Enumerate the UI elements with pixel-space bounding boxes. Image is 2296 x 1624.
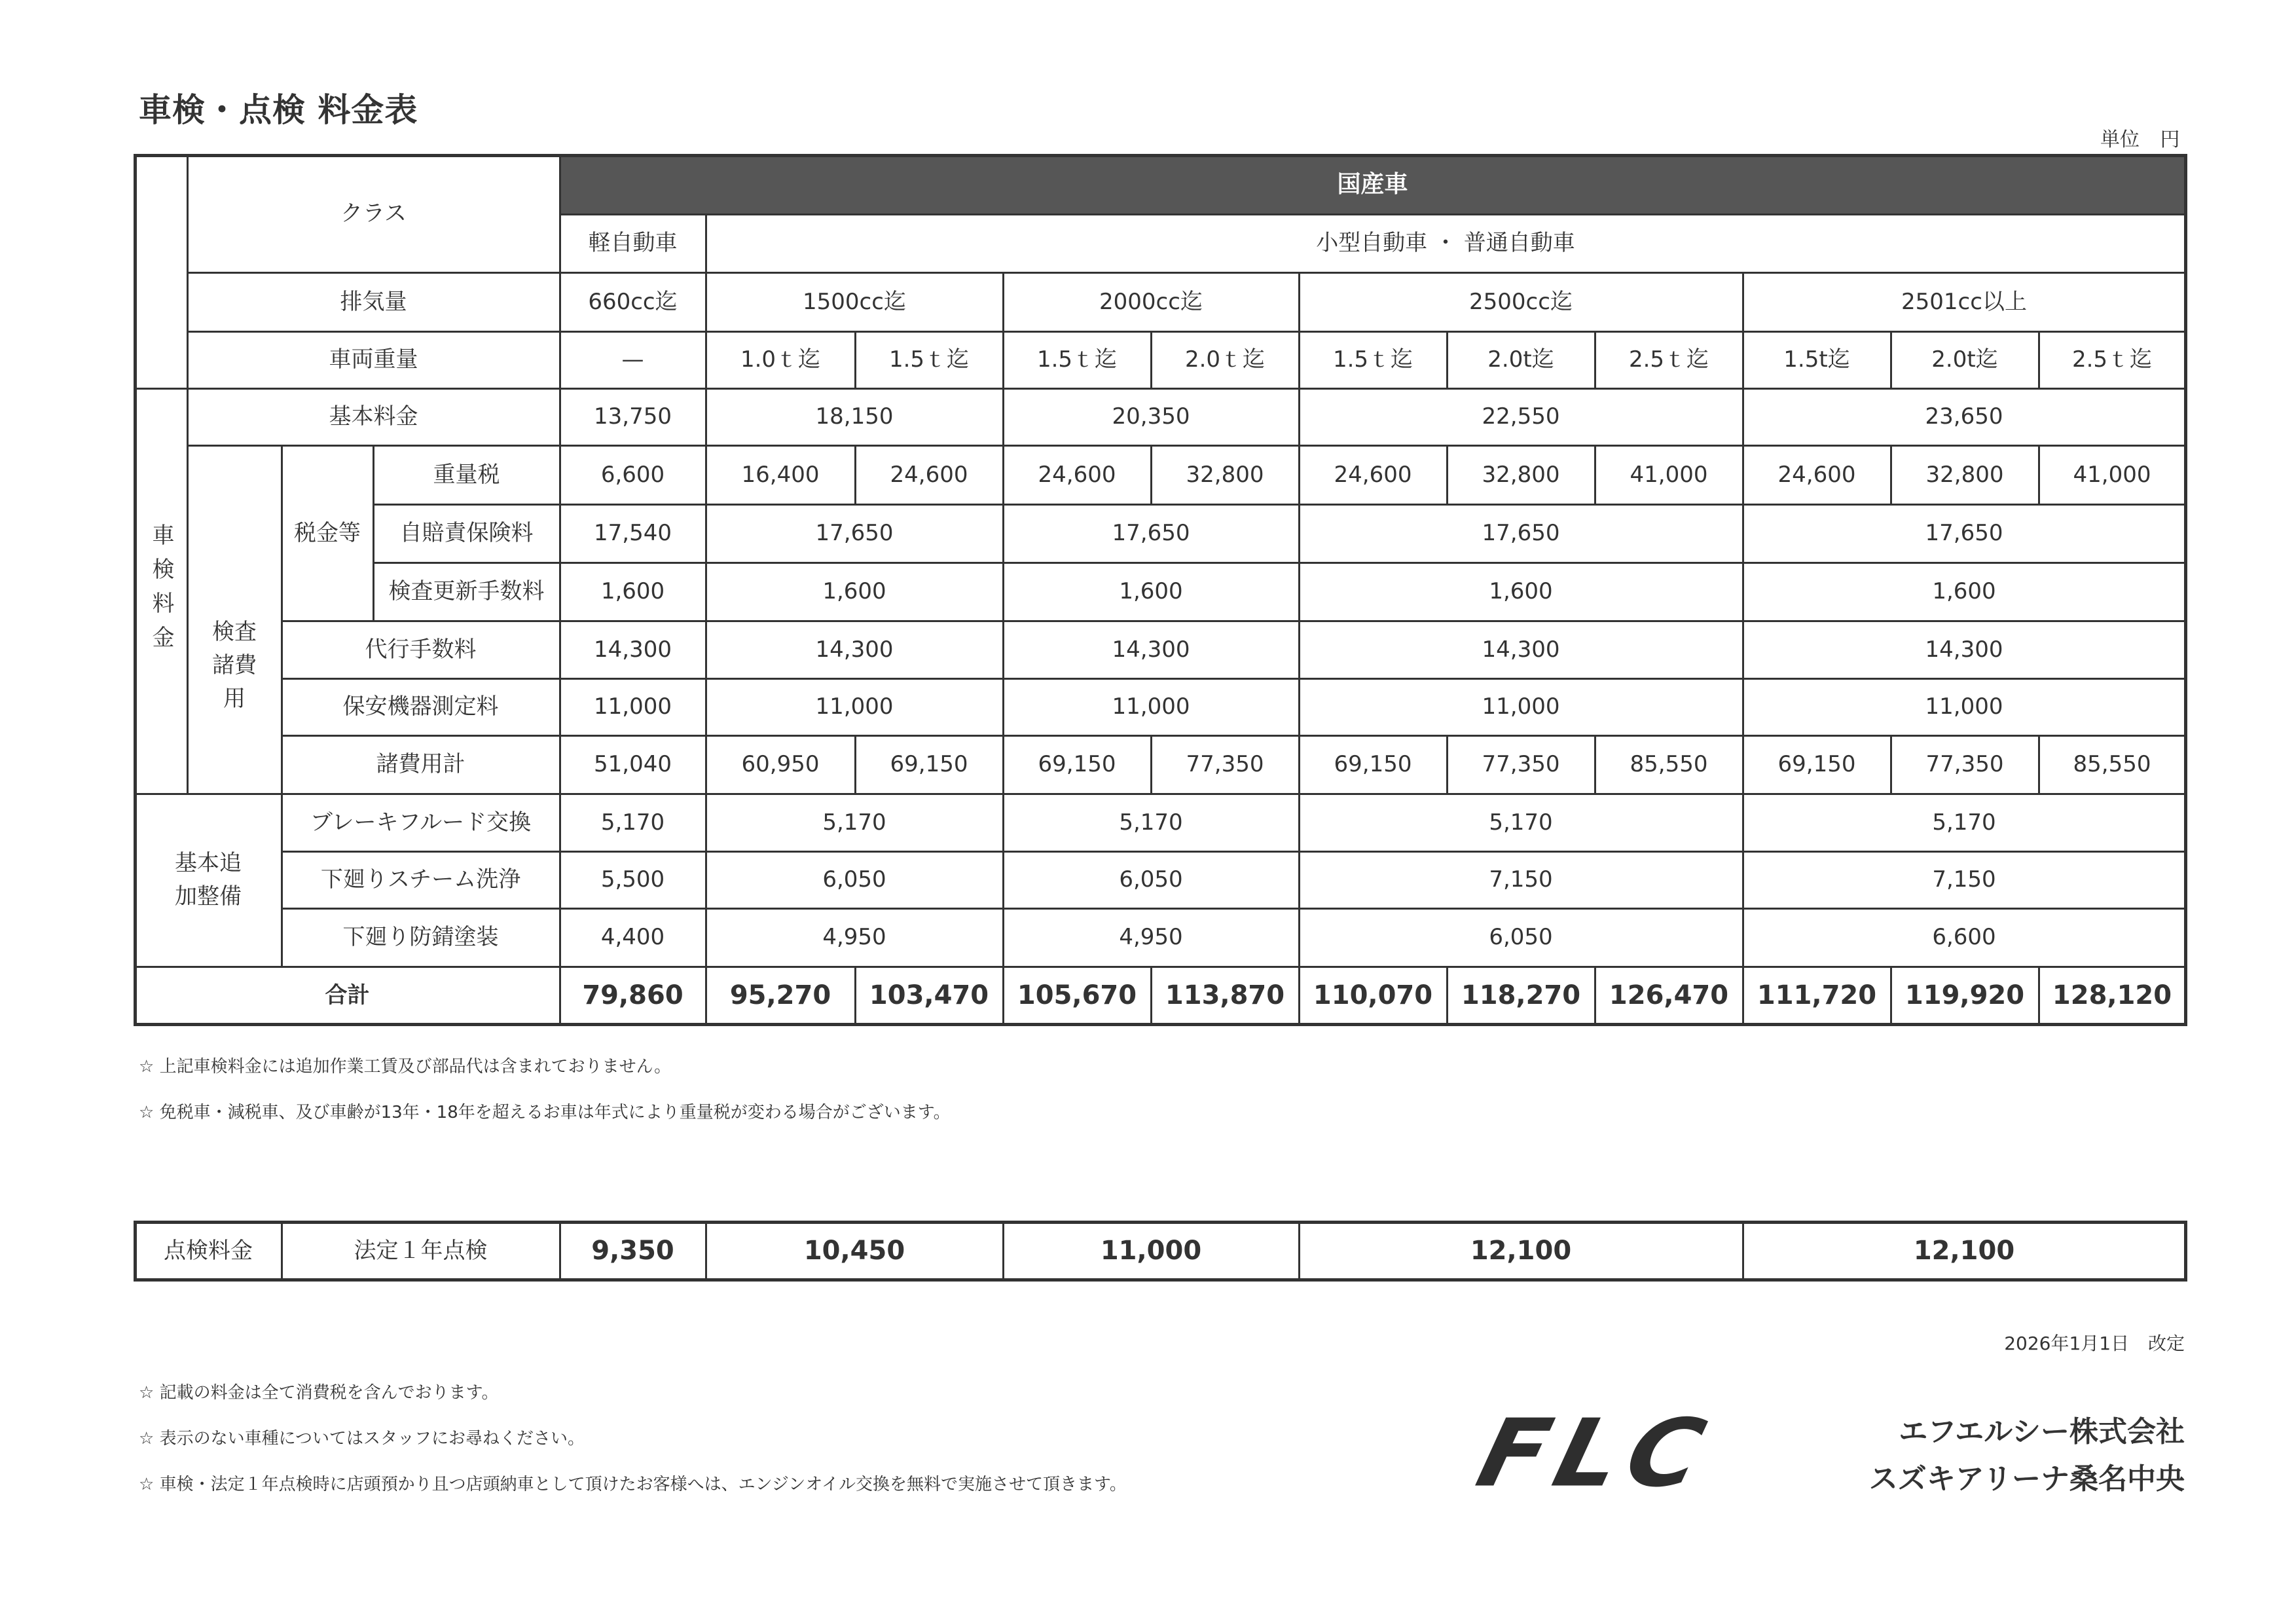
section-label-text: 車検料金 [148,523,174,659]
total-cell: 110,070 [1298,966,1448,1025]
weight-cell: 2.0t迄 [1890,331,2040,390]
kei-label: 軽自動車 [559,213,707,274]
safety-fee-cell: 11,000 [559,678,707,737]
brake-fluid-cell: 5,170 [1002,793,1300,853]
weight-label: 車両重量 [187,331,561,390]
total-cell: 118,270 [1446,966,1596,1025]
weight-tax-cell: 24,600 [1298,445,1448,506]
unit-label: 単位 円 [2100,128,2180,151]
insurance-cell: 17,650 [705,504,1004,564]
rustproof-label: 下廻り防錆塗装 [281,908,561,968]
total-cell: 103,470 [854,966,1004,1025]
rustproof-cell: 4,950 [705,908,1004,968]
weight-cell: — [559,331,707,390]
brake-fluid-cell: 5,170 [559,793,707,853]
costs-total-label: 諸費用計 [281,735,561,795]
base-fee-cell: 18,150 [705,388,1004,447]
total-cell: 79,860 [559,966,707,1025]
page-title: 車検・点検 料金表 [139,91,418,129]
costs-total-cell: 77,350 [1446,735,1596,795]
inspection-costs-text: 検査諸費用 [212,618,257,712]
agency-fee-label: 代行手数料 [281,620,561,680]
store-name: スズキアリーナ桑名中央 [1868,1462,2185,1496]
steam-wash-cell: 6,050 [1002,851,1300,910]
inspection-price-cell: 12,100 [1742,1221,2187,1281]
costs-total-cell: 51,040 [559,735,707,795]
company-name: エフエルシー株式会社 [1899,1415,2185,1449]
additional-text: 基本追加整備 [175,850,242,910]
rustproof-cell: 4,400 [559,908,707,968]
steam-wash-cell: 5,500 [559,851,707,910]
weight-tax-cell: 24,600 [1742,445,1892,506]
note-5: ☆ 車検・法定１年点検時に店頭預かり且つ店頭納車として頂けたお客様へは、エンジンオイル交換を無料で実施させて頂きます。 [139,1475,1127,1494]
weight-cell: 1.5ｔ迄 [854,331,1004,390]
weight-cell: 1.5ｔ迄 [1002,331,1152,390]
weight-cell: 1.0ｔ迄 [705,331,856,390]
total-cell: 128,120 [2038,966,2187,1025]
agency-fee-cell: 14,300 [1298,620,1744,680]
base-fee-cell: 20,350 [1002,388,1300,447]
total-cell: 113,870 [1150,966,1300,1025]
inspection-costs-label [187,445,283,795]
flc-logo: FLC [1467,1399,1724,1508]
safety-fee-cell: 11,000 [1298,678,1744,737]
insurance-cell: 17,650 [1002,504,1300,564]
note-2: ☆ 免税車・減税車、及び車齢が13年・18年を超えるお車は年式により重量税が変わる場合がございます。 [139,1103,951,1122]
costs-total-cell: 77,350 [1150,735,1300,795]
rustproof-cell: 6,050 [1298,908,1744,968]
agency-fee-cell: 14,300 [705,620,1004,680]
steam-wash-cell: 7,150 [1298,851,1744,910]
insurance-cell: 17,650 [1742,504,2187,564]
inspection-type: 法定１年点検 [281,1221,561,1281]
costs-total-cell: 85,550 [2038,735,2187,795]
total-cell: 111,720 [1742,966,1892,1025]
brake-fluid-label: ブレーキフルード交換 [281,793,561,853]
base-fee-cell: 22,550 [1298,388,1744,447]
weight-tax-cell: 32,800 [1890,445,2040,506]
displacement-cell: 1500cc迄 [705,272,1004,333]
insurance-label: 自賠責保険料 [373,504,561,564]
costs-total-cell: 60,950 [705,735,856,795]
steam-wash-cell: 7,150 [1742,851,2187,910]
costs-total-cell: 85,550 [1594,735,1744,795]
weight-tax-label: 重量税 [373,445,561,506]
revision-date: 2026年1月1日 改定 [2004,1333,2185,1354]
inspection-price-cell: 12,100 [1298,1221,1744,1281]
weight-tax-cell: 6,600 [559,445,707,506]
safety-fee-cell: 11,000 [705,678,1004,737]
brake-fluid-cell: 5,170 [705,793,1004,853]
note-3: ☆ 記載の料金は全て消費税を含んでおります。 [139,1383,499,1403]
agency-fee-cell: 14,300 [559,620,707,680]
renewal-fee-cell: 1,600 [559,562,707,622]
section-label [134,388,189,795]
class-label: クラス [187,155,561,274]
costs-total-cell: 77,350 [1890,735,2040,795]
costs-total-cell: 69,150 [1002,735,1152,795]
regular-label: 小型自動車 ・ 普通自動車 [705,213,2187,274]
base-fee-cell: 23,650 [1742,388,2187,447]
weight-cell: 1.5ｔ迄 [1298,331,1448,390]
displacement-cell: 2501cc以上 [1742,272,2187,333]
weight-tax-cell: 41,000 [1594,445,1744,506]
note-4: ☆ 表示のない車種についてはスタッフにお尋ねください。 [139,1429,585,1449]
renewal-fee-cell: 1,600 [705,562,1004,622]
weight-tax-cell: 24,600 [854,445,1004,506]
renewal-fee-cell: 1,600 [1298,562,1744,622]
total-label: 合計 [134,966,561,1025]
total-cell: 95,270 [705,966,856,1025]
taxes-label: 税金等 [281,445,374,622]
base-fee-label: 基本料金 [187,388,561,447]
displacement-cell: 2000cc迄 [1002,272,1300,333]
total-cell: 119,920 [1890,966,2040,1025]
weight-tax-cell: 41,000 [2038,445,2187,506]
displacement-cell: 2500cc迄 [1298,272,1744,333]
weight-cell: 2.0t迄 [1446,331,1596,390]
additional-label [134,793,283,968]
steam-wash-label: 下廻りスチーム洗浄 [281,851,561,910]
agency-fee-cell: 14,300 [1742,620,2187,680]
steam-wash-cell: 6,050 [705,851,1004,910]
blank-corner [134,155,189,390]
inspection-price-cell: 9,350 [559,1221,707,1281]
displacement-cell: 660cc迄 [559,272,707,333]
inspection-price-cell: 10,450 [705,1221,1004,1281]
weight-tax-cell: 32,800 [1150,445,1300,506]
weight-tax-cell: 24,600 [1002,445,1152,506]
renewal-fee-cell: 1,600 [1742,562,2187,622]
safety-fee-cell: 11,000 [1742,678,2187,737]
rustproof-cell: 6,600 [1742,908,2187,968]
agency-fee-cell: 14,300 [1002,620,1300,680]
renewal-fee-label: 検査更新手数料 [373,562,561,622]
weight-cell: 1.5t迄 [1742,331,1892,390]
weight-cell: 2.5ｔ迄 [2038,331,2187,390]
note-1: ☆ 上記車検料金には追加作業工賃及び部品代は含まれておりません。 [139,1057,672,1077]
brake-fluid-cell: 5,170 [1298,793,1744,853]
weight-tax-cell: 16,400 [705,445,856,506]
costs-total-cell: 69,150 [1298,735,1448,795]
displacement-label: 排気量 [187,272,561,333]
safety-fee-label: 保安機器測定料 [281,678,561,737]
renewal-fee-cell: 1,600 [1002,562,1300,622]
total-cell: 126,470 [1594,966,1744,1025]
rustproof-cell: 4,950 [1002,908,1300,968]
insurance-cell: 17,540 [559,504,707,564]
domestic-header: 国産車 [559,155,2187,215]
costs-total-cell: 69,150 [1742,735,1892,795]
total-cell: 105,670 [1002,966,1152,1025]
base-fee-cell: 13,750 [559,388,707,447]
inspection-price-cell: 11,000 [1002,1221,1300,1281]
weight-cell: 2.5ｔ迄 [1594,331,1744,390]
insurance-cell: 17,650 [1298,504,1744,564]
weight-cell: 2.0ｔ迄 [1150,331,1300,390]
inspection-label: 点検料金 [134,1221,283,1281]
costs-total-cell: 69,150 [854,735,1004,795]
weight-tax-cell: 32,800 [1446,445,1596,506]
brake-fluid-cell: 5,170 [1742,793,2187,853]
safety-fee-cell: 11,000 [1002,678,1300,737]
